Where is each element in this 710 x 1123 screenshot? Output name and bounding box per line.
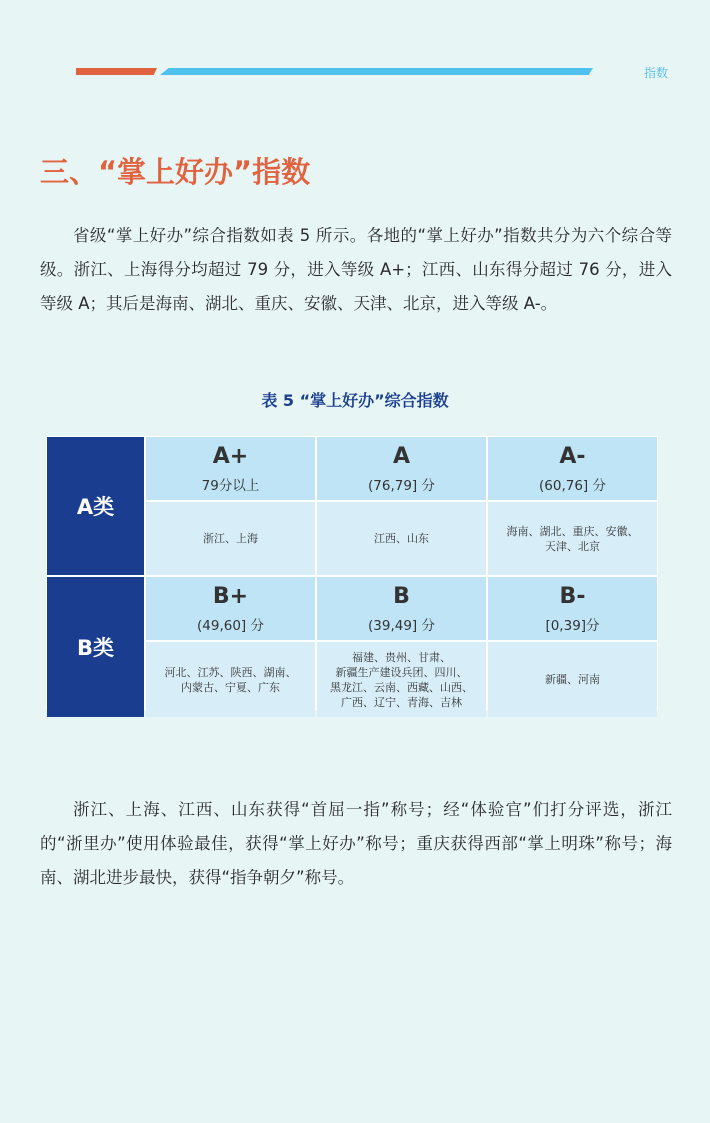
category-b-cell: B类 — [47, 577, 144, 717]
index-level-table — [46, 436, 658, 710]
level-range: (60,76] 分 — [539, 477, 606, 494]
intro-paragraph: 省级“掌上好办”综合指数如表 5 所示。各地的“掌上好办”指数共分为六个综合等级。浙江、上海得分均超过 79 分，进入等级 A+；江西、山东得分超过 76 分，进入等级 A；其后是海南、湖北、重庆、安徽、天津、北京，进入等级 A-。 — [40, 226, 673, 313]
level-name: B — [393, 583, 410, 609]
level-regions-cell: 新疆、河南 — [488, 642, 657, 717]
header-section-label: 指数 — [644, 66, 669, 80]
section-title: 三、“掌上好办”指数 — [40, 155, 311, 189]
level-regions-cell: 河北、江苏、陕西、湖南、 内蒙古、宁夏、广东 — [146, 642, 315, 717]
level-range: [0,39]分 — [545, 617, 600, 634]
level-header-cell — [317, 577, 486, 640]
level-range: 79分以上 — [201, 477, 260, 494]
level-regions-cell: 海南、湖北、重庆、安徽、 天津、北京 — [488, 502, 657, 575]
level-header-cell — [146, 577, 315, 640]
level-name: A — [392, 443, 411, 469]
level-range: (76,79] 分 — [368, 477, 435, 494]
category-a-cell: A类 — [47, 437, 144, 575]
level-header-cell — [317, 437, 486, 500]
level-header-cell — [146, 437, 315, 500]
level-range: (39,49] 分 — [368, 617, 435, 634]
level-name: B+ — [212, 583, 249, 609]
level-regions-cell: 浙江、上海 — [146, 502, 315, 575]
awards-paragraph: 浙江、上海、江西、山东获得“首屈一指”称号；经“体验官”们打分评选，浙江的“浙里办”使用体验最佳，获得“掌上好办”称号；重庆获得西部“掌上明珠”称号；海南、湖北进步最快，获得“指争朝夕”称号。 — [40, 800, 672, 887]
level-name: A- — [559, 443, 586, 469]
header-accent-bar-blue — [160, 68, 593, 75]
level-header-cell — [488, 437, 657, 500]
header-accent-bar-orange — [76, 68, 157, 75]
level-header-cell — [488, 577, 657, 640]
level-regions-cell: 福建、贵州、甘肃、 新疆生产建设兵团、四川、 黑龙江、云南、西藏、山西、 广西、辽宁、青海、吉林 — [317, 642, 486, 717]
level-name: B- — [559, 583, 586, 609]
table-caption: 表 5 “掌上好办”综合指数 — [261, 391, 449, 410]
level-name: A+ — [212, 443, 249, 469]
level-regions-cell: 江西、山东 — [317, 502, 486, 575]
level-range: (49,60] 分 — [197, 617, 264, 634]
